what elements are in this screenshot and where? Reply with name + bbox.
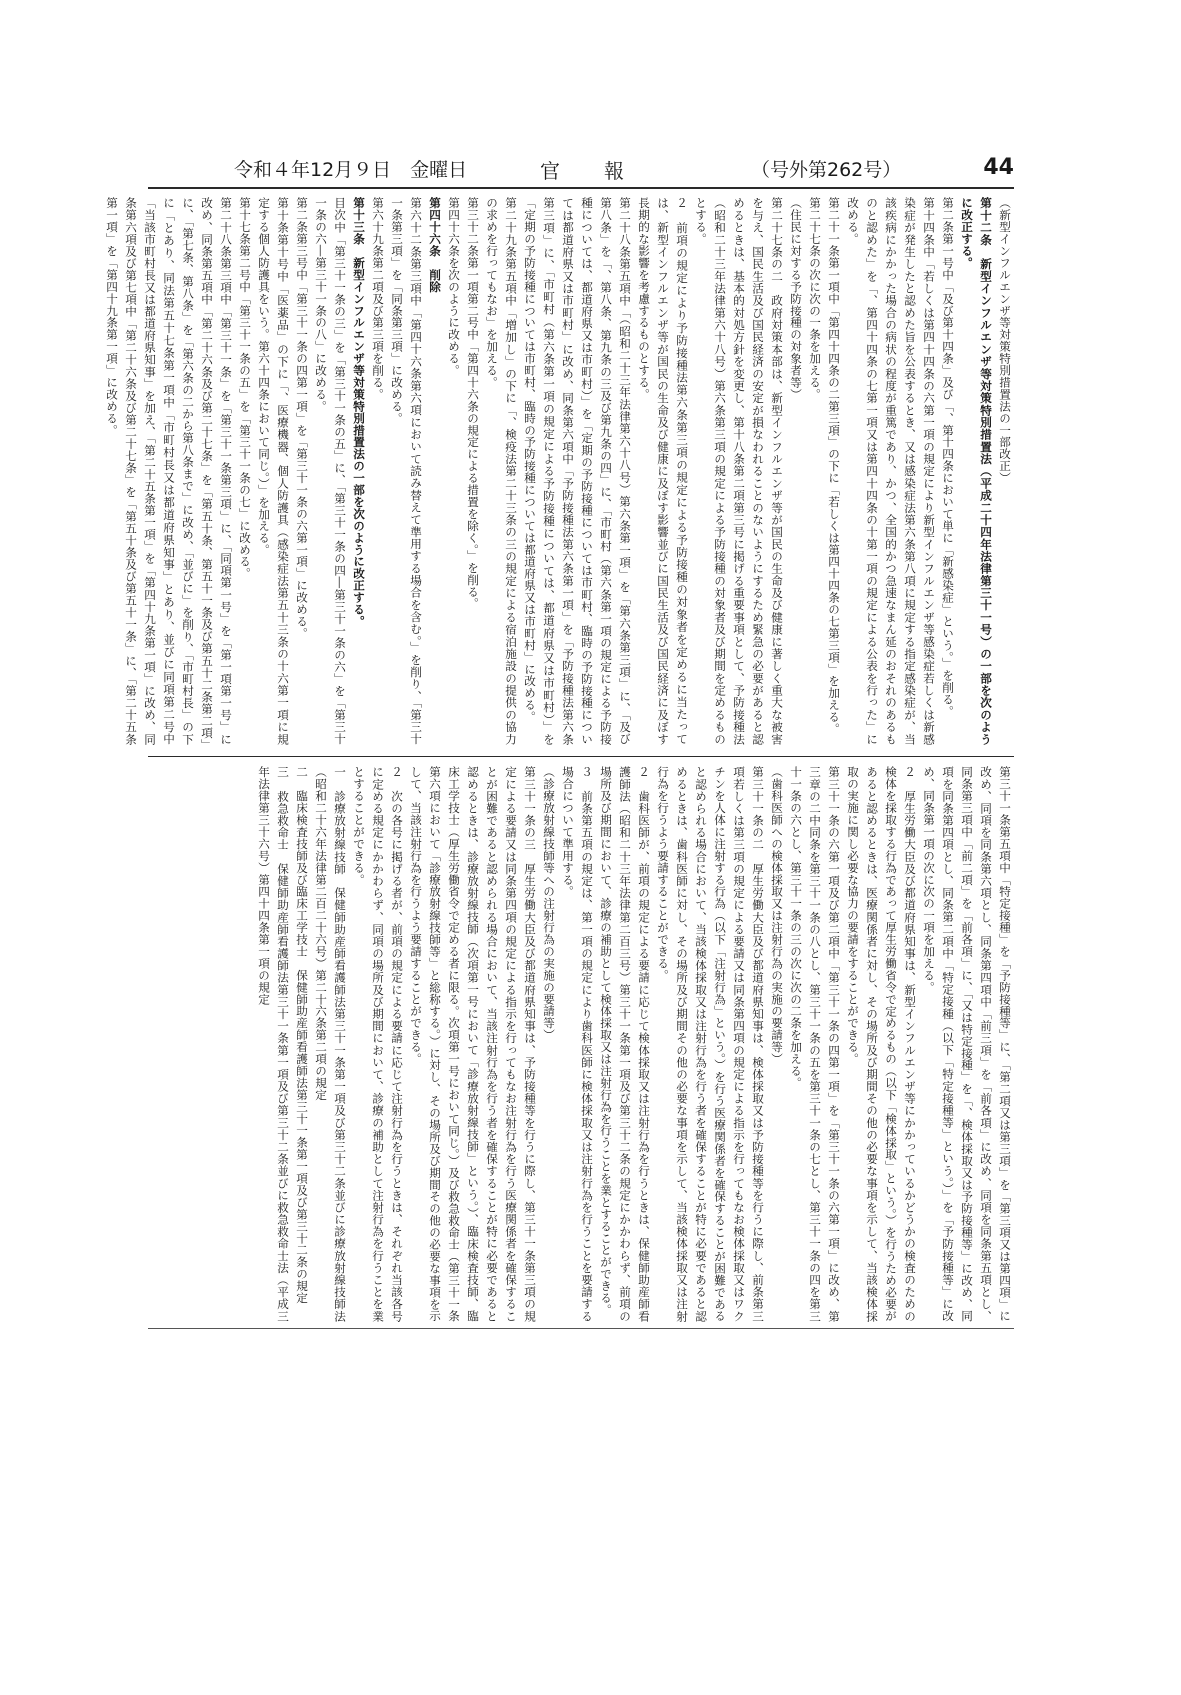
paragraph: ２ 厚生労働大臣及び都道府県知事は、新型インフルエンザ等にかかっているかどうかの検査のための検体を採取する行為であって厚生労働省令で定めるもの（以下「検体採取」という。）を行うため必要があると認めるときは、医療関係者に対し、その場所及び期間その他の必要な事項を示して、当該検体採取の実施に関し必要な協力の要請をすることができる。	[846, 766, 917, 1322]
section-heading: （診療放射線技師等への注射行為の実施の要請等）	[542, 766, 556, 1041]
article-paragraph: 第十二条 新型インフルエンザ等対策特別措置法（平成二十四年法律第三十一号）の一部を次のように改正する。	[960, 197, 993, 745]
paragraph: 第四十六条を次のように改める。	[447, 197, 461, 377]
paragraph: 第二十一条第一項中「第四十四条の二第三項」の下に「若しくは第四十四条の七第三項」を加える。	[827, 197, 841, 735]
paragraph: 第二条第三号中「第三十一条の四第一項」を「第三十一条の六第一項」に改める。	[295, 197, 309, 640]
issue-date: 令和４年12月９日 金曜日	[234, 159, 468, 181]
upper-text-block	[105, 197, 1014, 745]
paragraph: 第十条第十号中「医薬品」の下に「、医療機器、個人防護具（感染症法第五十三条の十六第一項に規定する個人防護具をいう。第六十四条において同じ。）」を加える。	[257, 197, 290, 745]
article-paragraph: 第十三条 新型インフルエンザ等対策特別措置法の一部を次のように改正する。	[352, 197, 366, 628]
article-paragraph: 第三十一条の二 厚生労働大臣及び都道府県知事は、検体採取又は予防接種等を行うに際し、前条第三項若しくは第三項の規定による要請又は同条第四項の規定による指示を行ってもなお検体採取又はワクチンを人体に注射する行為（以下「注射行為」という。）を行う医療関係者を確保することが困難であると認められる場合において、当該検体採取又は注射行為を行う者を確保することが特に必要であると認めるときは、歯科医師に対し、その場所及び期間その他の必要な事項を示して、当該検体採取又は注射行為を行うよう要請することができる。	[656, 766, 765, 1322]
page-number: 44	[983, 155, 1014, 180]
tier-divider	[148, 756, 1014, 757]
gazette-title: 官報	[540, 159, 668, 183]
issue-number: （号外第262号）	[751, 159, 902, 181]
paragraph: 第二十八条第五項中「（昭和二十三年法律第六十八号）第六条第一項」を「第六条第三項」に、「及び第八条」を「、第八条、第九条の三及び第九条の四」に、「市町村（第六条第一項の規定による予防接種については、都道府県又は市町村）」を「定期の予防接種については市町村、臨時の予防接種については都道府県又は市町村」に改め、同条第六項中「予防接種法第六条第一項」を「予防接種法第六条第三項」に、「市町村（第六条第一項の規定による予防接種については、都道府県又は市町村）」を「定期の予防接種については市町村、臨時の予防接種については都道府県又は市町村」に改める。	[523, 197, 632, 745]
paragraph: 目次中「第三十一条の三」を「第三十一条の五」に、「第三十一条の四―第三十一条の六」を「第三十一条の六―第三十一条の八」に改める。	[314, 197, 347, 745]
list-item: 三 救急救命士 保健師助産師看護師法第三十一条第一項及び第三十二条並びに救急救命士法（平成三年法律第三十六号）第四十四条第一項の規定	[257, 766, 290, 1322]
paragraph: 第二条第一号中「及び第十四条」及び「、第十四条において単に「新感染症」という。」を削る。	[941, 197, 955, 717]
footer-rule	[148, 1328, 1014, 1329]
list-item: 一 診療放射線技師 保健師助産師看護師法第三十一条第一項及び第三十二条並びに診療放射線技師法（昭和二十六年法律第二百二十六号）第二十六条第二項の規定	[314, 766, 347, 1322]
paragraph: 第三十一条の六第一項及び第二項中「第三十一条の四第一項」を「第三十一条の六第一項」に改め、第三章の二中同条を第三十一条の八とし、第三十一条の五を第三十一条の七とし、第三十一条の四を第三十一条の六とし、第三十一条の三の次に次の二条を加える。	[789, 766, 841, 1322]
section-heading: （住民に対する予防接種の対象者等）	[789, 197, 803, 401]
paragraph: 第六十二条第三項中「第四十六条第六項において読み替えて準用する場合を含む。」を削り、「第三十一条第三項」を「同条第三項」に改める。	[390, 197, 423, 745]
paragraph: ３ 前条第五項の規定は、第一項の規定により歯科医師に検体採取又は注射行為を行うことを要請する場合について準用する。	[561, 766, 594, 1322]
paragraph: ２ 次の各号に掲げる者が、前項の規定による要請に応じて注射行為を行うときは、それぞれ当該各号に定める規定にかかわらず、同項の場所及び期間において、診療の補助として注射行為を行うことを業とすることができる。	[352, 766, 404, 1322]
header-rule	[148, 187, 1014, 189]
paragraph: ２ 歯科医師が、前項の規定による要請に応じて検体採取又は注射行為を行うときは、保健師助産師看護師法（昭和二十三年法律第二百三号）第三十一条第一項及び第三十二条の規定にかかわらず、前項の場所及び期間において、診療の補助として検体採取又は注射行為を行うことを業とすることができる。	[599, 766, 651, 1322]
article-paragraph: 第四十六条 削除	[428, 197, 442, 293]
list-item: 二 臨床検査技師及び臨床工学技士 保健師助産師看護師法第三十一条第一項及び第三十二条の規定	[295, 766, 309, 1304]
paragraph: 第二十八条第三項中「第三十一条」を「第三十一条第三項」に、「同項第一号」を「第一項第一号」に改め、同条第五項中「第二十六条及び第二十七条」を「第五十条、第五十一条及び第五十二条第二項」に、「第七条、第八条」を「第六条の二から第八条まで」に改め、「並びに」を削り、「市町村長」の下に「とあり、同法第五十七条第一項中「市町村長又は都道府県知事」とあり、並びに同項第二号中「当該市町村長又は都道府県知事」を加え、「第二十五条第一項」を「第四十九条第一項」に改め、同条第六項及び第七項中「第二十六条及び第二十七条」を「第五十条及び第五十一条」に、「第二十五条第一項」を「第四十九条第一項」に改める。	[105, 197, 233, 745]
article-paragraph: 第三十一条の三 厚生労働大臣及び都道府県知事は、予防接種等を行うに際し、第三十一条第三項の規定による要請又は同条第四項の規定による指示を行ってもなお注射行為を行う医療関係者を確保することが困難であると認められる場合において、当該注射行為を行う者を確保することが特に必要であると認めるときは、診療放射線技師（次項第一号において「診療放射線技師」という。）、臨床検査技師、臨床工学技士（厚生労働省令で定める者に限る。次項第一号において同じ。）及び救急救命士（第三十一条第六項において「診療放射線技師等」と総称する。）に対し、その場所及び期間その他の必要な事項を示して、当該注射行為を行うよう要請することができる。	[409, 766, 537, 1322]
paragraph: 第二十九条第五項中「増加し」の下に「、検疫法第二十三条の三の規定による宿泊施設の提供の協力の求めを行ってもなお」を加える。	[485, 197, 518, 745]
page-header	[148, 155, 1014, 185]
section-heading: （歯科医師への検体採取又は注射行為の実施の要請等）	[770, 766, 784, 1065]
section-heading: （新型インフルエンザ等対策特別措置法の一部改正）	[998, 197, 1012, 484]
paragraph: 第六十九条第二項及び第三項を削る。	[371, 197, 385, 401]
paragraph: 第十四条中「若しくは第四十四条の六第一項の規定により新型インフルエンザ等感染症若しくは新感染症が発生したと認めた旨を公表するとき、又は感染症法第六条第八項に規定する指定感染症が、当該疾病にかかった場合の病状の程度が重篤であり、かつ、全国的かつ急速なまん延のおそれのあるものと認めた」を「、第四十四条の七第一項又は第四十四条の十第一項の規定による公表を行った」に改める。	[846, 197, 936, 745]
lower-text-block	[148, 766, 1014, 1322]
paragraph: 第三十二条第一項第二号中「第四十六条の規定による措置を除く。」を削る。	[466, 197, 480, 610]
paragraph: 第三十一条第五項中「特定接種」を「予防接種等」に、「第二項又は第三項」を「第三項又は第四項」に改め、同項を同条第六項とし、同条第四項中「前三項」を「前各項」に改め、同項を同条第五項とし、同条第三項中「前二項」を「前各項」に、「又は特定接種」を「、検体採取又は予防接種等」に改め、同項を同条第四項とし、同条第二項中「特定接種（以下「特定接種等」という。）」を「予防接種等」に改め、同条第一項の次に次の一項を加える。	[922, 766, 1012, 1322]
paragraph: 第十七条第二号中「第三十一条の五」を「第三十一条の七」に改める。	[238, 197, 252, 580]
paragraph: ２ 前項の規定により予防接種法第六条第三項の規定による予防接種の対象者を定めるに当たっては、新型インフルエンザ等が国民の生命及び健康に及ぼす影響並びに国民生活及び国民経済に及ぼす長期的な影響を考慮するものとする。	[637, 197, 689, 745]
paragraph: 第二十七条の次に次の一条を加える。	[808, 197, 822, 401]
article-paragraph: 第二十七条の二 政府対策本部は、新型インフルエンザ等が国民の生命及び健康に著しく重大な被害を与え、国民生活及び国民経済の安定が損なわれることのないようにするため緊急の必要があると認めるときは、基本的対処方針を変更し、第十八条第二項第三号に掲げる重要事項として、予防接種法（昭和二十三年法律第六十八号）第六条第三項の規定による予防接種の対象者及び期間を定めるものとする。	[694, 197, 784, 745]
